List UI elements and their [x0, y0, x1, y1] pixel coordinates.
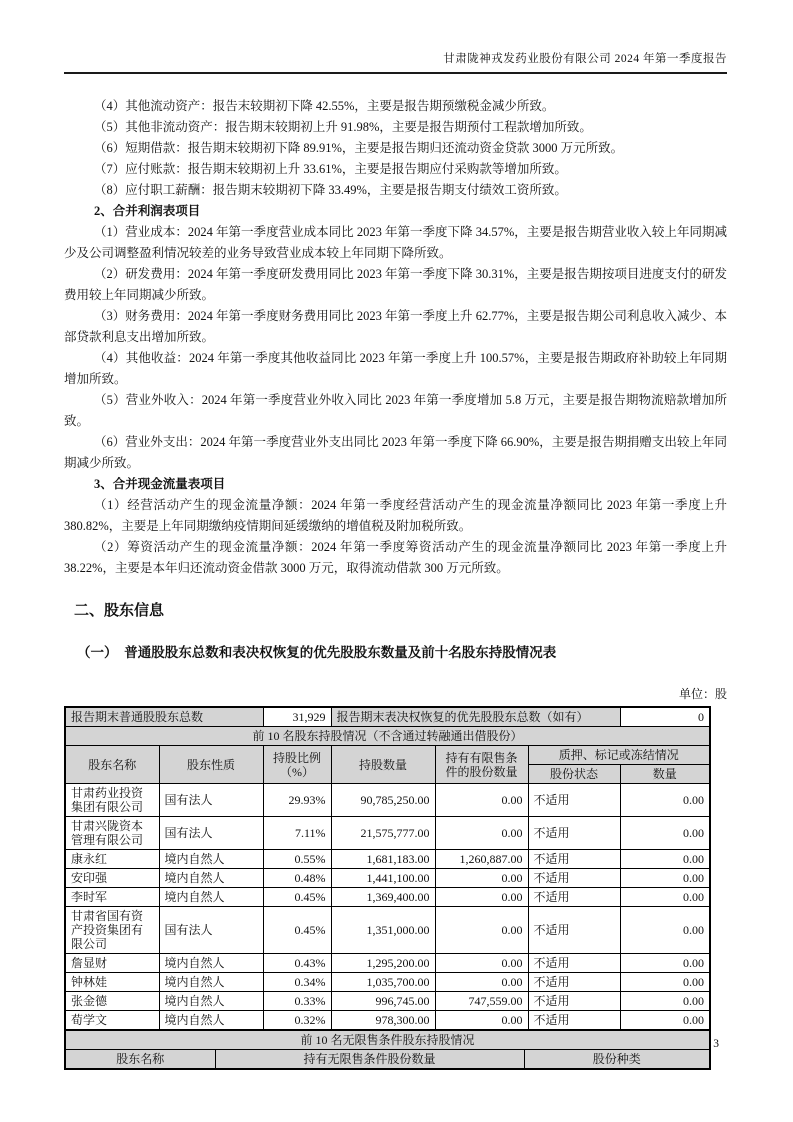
shareholder-name: 詹显财 [65, 954, 159, 973]
cashflow-heading: 3、合并现金流量表项目 [94, 477, 226, 491]
col-header-pledge-group: 质押、标记或冻结情况 [528, 746, 710, 765]
page-number: 3 [713, 1038, 719, 1050]
shareholder-name: 李时军 [65, 888, 159, 907]
shares-held: 1,035,700.00 [331, 973, 435, 992]
table-row [65, 888, 710, 907]
shareholder-name: 钟林娃 [65, 973, 159, 992]
share-status: 不适用 [528, 992, 620, 1011]
col-header-restricted-line1: 持有有限售条 [445, 750, 518, 765]
share-status: 不适用 [528, 784, 620, 817]
col-header-unrestricted-shares: 持有无限售条件股份数量 [215, 1050, 524, 1070]
shareholder-nature: 境内自然人 [159, 992, 263, 1011]
unrestricted-title-row [65, 1030, 710, 1050]
share-status: 不适用 [528, 1011, 620, 1031]
restricted-shares: 0.00 [435, 954, 528, 973]
col-header-ratio-line2: （%） [280, 764, 315, 779]
table-row [65, 1011, 710, 1031]
shareholder-nature: 国有法人 [159, 784, 263, 817]
col-header-share-type: 股份种类 [524, 1050, 710, 1070]
share-status: 不适用 [528, 817, 620, 850]
cashflow-item: （2）筹资活动产生的现金流量净额：2024 年第一季度筹资活动产生的现金流量净额同比 2023 年第一季度上升 38.22%，主要是本年归还流动资金借款 3000 万元，取得流动借款 300 万元所致。 [64, 540, 727, 575]
shareholding-ratio: 29.93% [263, 784, 331, 817]
income-item: （5）营业外收入：2024 年第一季度营业外收入同比 2023 年第一季度增加 5.8 万元，主要是报告期物流赔款增加所致。 [64, 393, 727, 428]
share-status: 不适用 [528, 907, 620, 954]
income-item: （4）其他收益：2024 年第一季度其他收益同比 2023 年第一季度上升 100.57%，主要是报告期政府补助较上年同期增加所致。 [64, 351, 727, 386]
frozen-amount: 0.00 [620, 907, 710, 954]
shareholder-nature: 境内自然人 [159, 1011, 263, 1031]
unit-label: 单位：股 [678, 687, 727, 701]
frozen-amount: 0.00 [620, 992, 710, 1011]
frozen-amount: 0.00 [620, 973, 710, 992]
share-status: 不适用 [528, 850, 620, 869]
restricted-shares: 0.00 [435, 907, 528, 954]
shares-held: 1,369,400.00 [331, 888, 435, 907]
header-row-1 [65, 746, 710, 765]
income-item: （1）营业成本：2024 年第一季度营业成本同比 2023 年第一季度下降 34.57%，主要是报告期营业收入较上年同期减少及公司调整盈利情况较差的业务导致营业成本较上年同期下降所致。 [64, 225, 727, 260]
shares-held: 1,295,200.00 [331, 954, 435, 973]
shareholder-nature: 境内自然人 [159, 973, 263, 992]
top10-title: 前 10 名股东持股情况（不含通过转融通出借股份） [65, 727, 710, 746]
col-header-name: 股东名称 [65, 746, 159, 784]
table-row [65, 973, 710, 992]
share-status: 不适用 [528, 954, 620, 973]
col-header-status: 股份状态 [528, 765, 620, 784]
unrestricted-shareholders-table [64, 1029, 711, 1070]
shares-held: 1,441,100.00 [331, 869, 435, 888]
col-header-restricted-line2: 件的股份数量 [445, 764, 518, 779]
frozen-amount: 0.00 [620, 784, 710, 817]
shareholding-ratio: 0.33% [263, 992, 331, 1011]
table-row [65, 817, 710, 850]
shareholder-name: 甘肃兴陇资本管理有限公司 [65, 817, 159, 850]
shareholder-nature: 境内自然人 [159, 888, 263, 907]
preferred-shareholders-label: 报告期末表决权恢复的优先股股东总数（如有） [331, 707, 620, 727]
balance-item: （6）短期借款：报告期末较期初下降 89.91%，主要是报告期归还流动资金贷款 3000 万元所致。 [94, 141, 624, 155]
col-header-ratio-line1: 持股比例 [273, 750, 322, 765]
table-row [65, 869, 710, 888]
restricted-shares: 0.00 [435, 784, 528, 817]
shareholder-name: 康永红 [65, 850, 159, 869]
shareholder-nature: 境内自然人 [159, 850, 263, 869]
shareholder-nature: 境内自然人 [159, 954, 263, 973]
income-statement-heading: 2、合并利润表项目 [94, 204, 201, 218]
balance-item: （5）其他非流动资产：报告期末较期初上升 91.98%，主要是报告期预付工程款增加所致。 [94, 120, 592, 134]
share-status: 不适用 [528, 973, 620, 992]
col-header-ratio [263, 746, 331, 784]
shareholder-name: 荀学文 [65, 1011, 159, 1031]
shares-held: 90,785,250.00 [331, 784, 435, 817]
balance-item: （7）应付账款：报告期末较期初上升 33.61%，主要是报告期应付采购款等增加所致。 [94, 162, 567, 176]
restricted-shares: 0.00 [435, 1011, 528, 1031]
shareholding-ratio: 0.32% [263, 1011, 331, 1031]
balance-item: （8）应付职工薪酬：报告期末较期初下降 33.49%，主要是报告期支付绩效工资所致。 [94, 183, 567, 197]
restricted-shares: 0.00 [435, 869, 528, 888]
shareholder-nature: 国有法人 [159, 907, 263, 954]
frozen-amount: 0.00 [620, 954, 710, 973]
frozen-amount: 0.00 [620, 850, 710, 869]
shares-held: 996,745.00 [331, 992, 435, 1011]
shareholder-name: 张金德 [65, 992, 159, 1011]
col-header-name: 股东名称 [65, 1050, 215, 1070]
shares-held: 21,575,777.00 [331, 817, 435, 850]
shareholder-nature: 境内自然人 [159, 869, 263, 888]
running-header [64, 52, 727, 74]
shareholder-name: 甘肃省国有资产投资集团有限公司 [65, 907, 159, 954]
analysis-text-block [64, 96, 727, 579]
report-title: 甘肃陇神戎发药业股份有限公司 2024 年第一季度报告 [443, 53, 727, 65]
col-header-nature: 股东性质 [159, 746, 263, 784]
unrestricted-title: 前 10 名无限售条件股东持股情况 [65, 1030, 710, 1050]
common-shareholders-value: 31,929 [263, 707, 331, 727]
income-item: （3）财务费用：2024 年第一季度财务费用同比 2023 年第一季度上升 62.77%，主要是报告期公司利息收入减少、本部贷款利息支出增加所致。 [64, 309, 727, 344]
shareholding-ratio: 0.45% [263, 907, 331, 954]
top10-title-row [65, 727, 710, 746]
shareholding-ratio: 0.45% [263, 888, 331, 907]
col-header-restricted [435, 746, 528, 784]
shareholding-ratio: 0.55% [263, 850, 331, 869]
restricted-shares: 0.00 [435, 888, 528, 907]
shareholding-ratio: 0.43% [263, 954, 331, 973]
income-item: （6）营业外支出：2024 年第一季度营业外支出同比 2023 年第一季度下降 66.90%，主要是报告期捐赠支出较上年同期减少所致。 [64, 435, 727, 470]
shareholder-name: 甘肃药业投资集团有限公司 [65, 784, 159, 817]
table-row [65, 907, 710, 954]
shareholder-name: 安印强 [65, 869, 159, 888]
table-row [65, 954, 710, 973]
summary-row [65, 707, 710, 727]
share-status: 不适用 [528, 888, 620, 907]
table-row [65, 850, 710, 869]
balance-item: （4）其他流动资产：报告末较期初下降 42.55%，主要是报告期预缴税金减少所致。 [94, 99, 555, 113]
shares-held: 1,351,000.00 [331, 907, 435, 954]
frozen-amount: 0.00 [620, 888, 710, 907]
shares-held: 978,300.00 [331, 1011, 435, 1031]
frozen-amount: 0.00 [620, 869, 710, 888]
section-shareholder-info: 二、股东信息 [74, 603, 165, 619]
share-status: 不适用 [528, 869, 620, 888]
frozen-amount: 0.00 [620, 817, 710, 850]
unrestricted-header-row [65, 1050, 710, 1070]
shareholder-nature: 国有法人 [159, 817, 263, 850]
shareholding-ratio: 0.48% [263, 869, 331, 888]
preferred-shareholders-value: 0 [620, 707, 710, 727]
top10-shareholders-table [64, 706, 711, 1031]
income-item: （2）研发费用：2024 年第一季度研发费用同比 2023 年第一季度下降 30.31%，主要是报告期按项目进度支付的研发费用较上年同期减少所致。 [64, 267, 727, 302]
restricted-shares: 0.00 [435, 817, 528, 850]
shareholding-ratio: 0.34% [263, 973, 331, 992]
col-header-amount: 数量 [620, 765, 710, 784]
shares-held: 1,681,183.00 [331, 850, 435, 869]
table-row [65, 784, 710, 817]
restricted-shares: 747,559.00 [435, 992, 528, 1011]
table-row [65, 992, 710, 1011]
subsection-top10-table-title: （一） 普通股股东总数和表决权恢复的优先股股东数量及前十名股东持股情况表 [77, 645, 557, 660]
restricted-shares: 0.00 [435, 973, 528, 992]
common-shareholders-label: 报告期末普通股股东总数 [65, 707, 263, 727]
restricted-shares: 1,260,887.00 [435, 850, 528, 869]
cashflow-item: （1）经营活动产生的现金流量净额：2024 年第一季度经营活动产生的现金流量净额同比 2023 年第一季度上升 380.82%，主要是上年同期缴纳疫情期间延缓缴纳的增值税及附加税所致。 [64, 498, 727, 533]
col-header-shares: 持股数量 [331, 746, 435, 784]
frozen-amount: 0.00 [620, 1011, 710, 1031]
shareholding-ratio: 7.11% [263, 817, 331, 850]
